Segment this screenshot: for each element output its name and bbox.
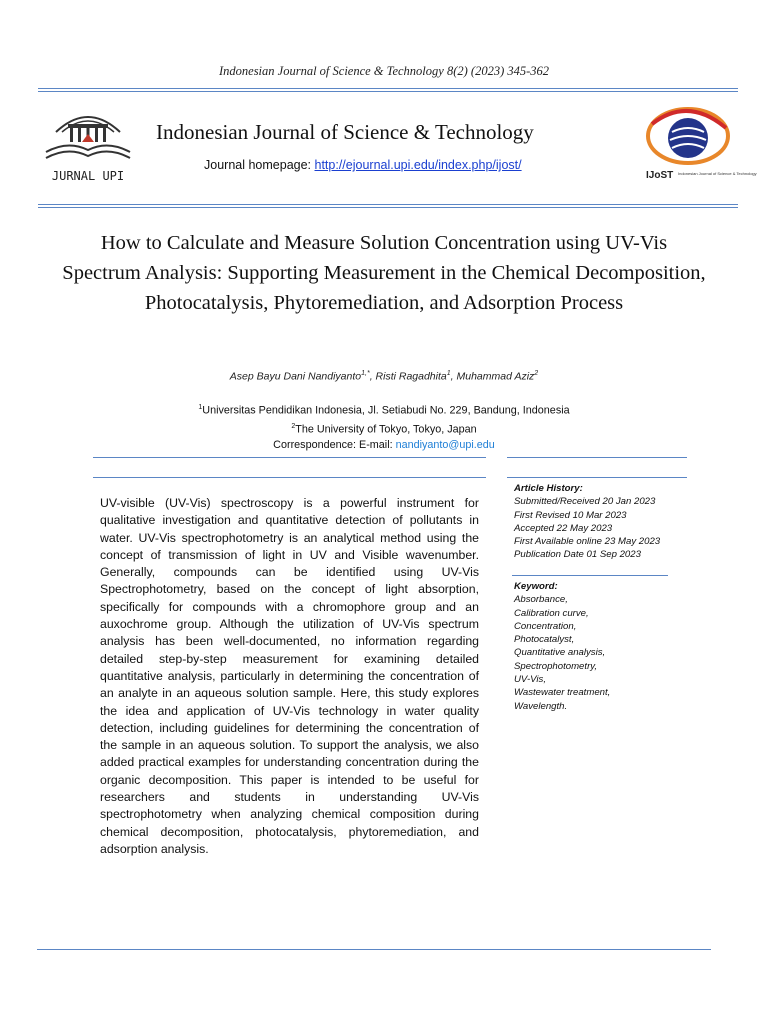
article-title: How to Calculate and Measure Solution Concentration using UV-Vis Spectrum Analysis: Supporting Measurement in the Chemical Decomposition, Photocatalysis, Phytoremediation, and Adsorption Process	[62, 232, 706, 314]
jurnal-upi-logo-text: JURNAL UPI	[51, 169, 125, 183]
history-item: First Revised 10 Mar 2023	[514, 509, 627, 521]
banner-top-rule	[38, 88, 738, 89]
affiliation-1-sup: 1	[198, 404, 203, 411]
keyword-item: UV-Vis,	[514, 674, 546, 686]
running-header: Indonesian Journal of Science & Technology 8(2) (2023) 345-362	[218, 64, 550, 78]
abstract-top-rule	[93, 457, 486, 458]
journal-homepage	[204, 158, 522, 172]
jurnal-upi-logo	[38, 102, 138, 192]
abstract-top-rule-2	[93, 477, 486, 478]
author-sep-2: ,	[450, 370, 457, 383]
keyword-item: Quantitative analysis,	[514, 647, 606, 659]
correspondence	[0, 437, 768, 453]
ijost-logo-text: IJoST	[646, 170, 674, 181]
homepage-link[interactable]: http://ejournal.upi.edu/index.php/ijost/	[314, 158, 522, 172]
history-item: Publication Date 01 Sep 2023	[514, 549, 641, 561]
history-item: Accepted 22 May 2023	[514, 522, 613, 534]
sidebar-top-rule-2	[507, 477, 687, 478]
correspondence-label: Correspondence: E-mail:	[273, 439, 396, 452]
sidebar-top-rule	[507, 457, 687, 458]
banner-bottom-rule	[38, 204, 738, 205]
author-1-sup: 1,*	[361, 370, 370, 377]
keyword-item: Wavelength.	[514, 700, 568, 712]
author-sep-1: ,	[369, 370, 376, 383]
keyword-item: Photocatalyst,	[514, 634, 575, 646]
journal-banner	[38, 92, 757, 202]
keyword-item: Calibration curve,	[514, 607, 589, 619]
banner-bottom-rule-2	[38, 207, 738, 208]
ijost-logo-subtext: Indonesian Journal of Science & Technology	[678, 171, 757, 176]
affiliation-2	[0, 419, 768, 438]
affiliations	[0, 400, 768, 453]
affiliation-1-text: Universitas Pendidikan Indonesia, Jl. Setiabudi No. 229, Bandung, Indonesia	[202, 404, 570, 417]
keyword-item: Spectrophotometry,	[514, 660, 598, 672]
correspondence-email[interactable]: nandiyanto@upi.edu	[395, 439, 495, 452]
author-3-sup: 2	[534, 370, 539, 377]
author-list	[0, 370, 768, 383]
article-history	[514, 482, 714, 562]
affiliation-2-sup: 2	[291, 422, 296, 430]
author-1: Asep Bayu Dani Nandiyanto	[229, 370, 362, 383]
sidebar-mid-rule	[512, 575, 668, 576]
history-item: First Available online 23 May 2023	[514, 536, 661, 548]
journal-name: Indonesian Journal of Science & Technology	[156, 120, 534, 144]
keyword-item: Concentration,	[514, 620, 577, 632]
affiliation-2-text: The University of Tokyo, Tokyo, Japan	[295, 423, 477, 436]
keywords	[514, 580, 714, 713]
ijost-logo	[638, 102, 757, 192]
history-item: Submitted/Received 20 Jan 2023	[514, 496, 656, 508]
author-3: Muhammad Aziz	[456, 370, 535, 383]
footer-rule	[37, 949, 711, 950]
keyword-item: Wastewater treatment,	[514, 687, 611, 699]
affiliation-1	[0, 400, 768, 419]
author-2: Risti Ragadhita	[375, 370, 447, 383]
keywords-header: Keyword:	[514, 581, 558, 592]
homepage-label: Journal homepage:	[204, 158, 315, 172]
article-history-header: Article History:	[514, 483, 583, 494]
abstract-text: UV-visible (UV-Vis) spectroscopy is a powerful instrument for qualitative investigation and quantitative detection of pollutants in water. UV-Vis spectrophotometry is an analytical method using the concept of transmission of light in UV and Visible wavenumber. Generally, compounds can be identified using UV-Vis Spectrophotometry, based on the concept of light absorption, specifically for compounds with a chromophore group and an auxochrome group. Although the utilization of UV-Vis spectrum analysis has been well-documented, no information regarding detailed step-by-step measurement for examining detailed quantitative analysis, particularly in determining the concentration of an analyte in an aqueous solution sample. Here, this study explores the idea and application of UV-Vis technology in water quality detection, including guidelines for determining the concentration of the sample in an aqueous solution. To support the analysis, we also added practical examples for understanding concentration during the organic decomposition. This paper is intended to be useful for researchers and students in understanding UV-Vis spectrophotometry when analyzing chemical composition during chemical decomposition, photocatalysis, phytoremediation, and adsorption analysis.	[100, 496, 479, 856]
author-2-sup: 1	[446, 370, 451, 377]
keyword-item: Absorbance,	[514, 594, 568, 606]
